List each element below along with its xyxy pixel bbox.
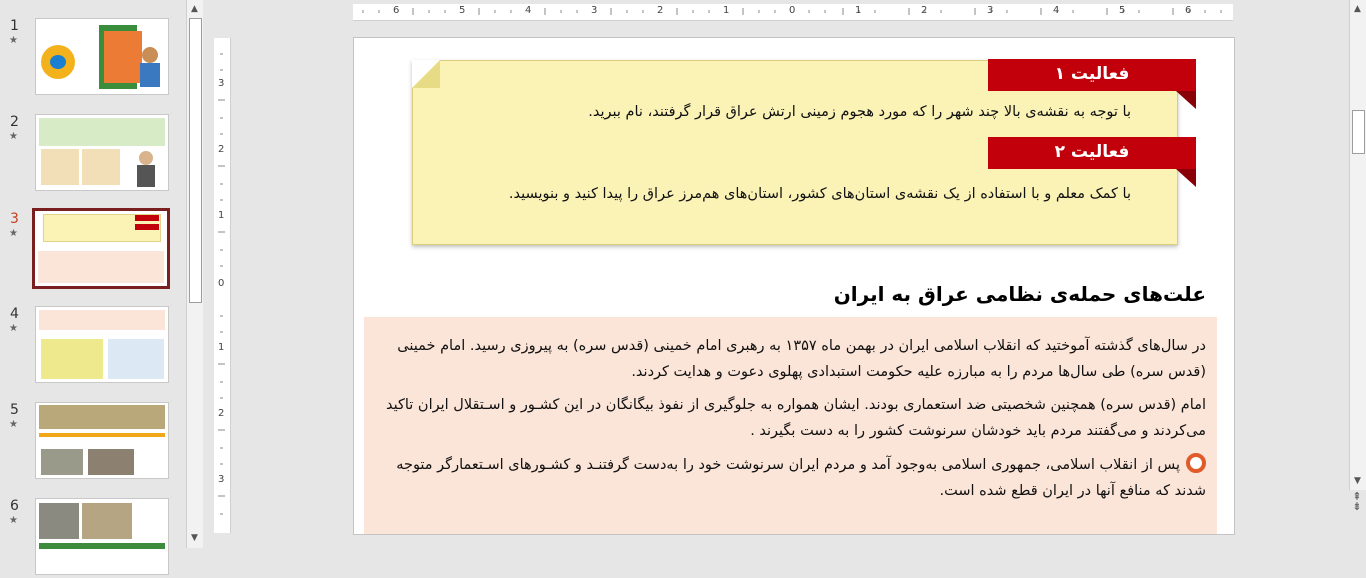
thumbnail-number: 1 (10, 18, 19, 34)
prev-next-slide-controls[interactable] (1349, 492, 1365, 512)
slide-scrollbar[interactable] (1349, 0, 1366, 490)
paragraph-1: در سال‌های گذشته آموختید که انقلاب اسلامی ایران در بهمن ماه ۱۳۵۷ به رهبری امام خمینی (قدس سره) به پیروزی رسید. امام خمینی (قدس سره) طی سال‌ها مردم را به مبارزه علیه حکومت استبدادی پهلوی دعوت و هدایت کردند. (397, 338, 1206, 380)
ribbon-tail (1176, 169, 1196, 187)
section-heading[interactable]: علت‌های حمله‌ی نظامی عراق به ایران (833, 282, 1206, 306)
ruler-label: 2 (218, 144, 225, 155)
horizontal-ruler[interactable] (353, 4, 1233, 21)
scroll-down-icon[interactable]: ▼ (1354, 476, 1361, 486)
thumbnail-number: 4 (10, 306, 19, 322)
ribbon-tail (1176, 91, 1196, 109)
thumbnail-image[interactable] (35, 114, 169, 191)
thumbnail-slide-1[interactable] (0, 18, 185, 98)
bullet-icon (1186, 453, 1206, 473)
thumbnail-slide-5[interactable] (0, 402, 185, 482)
scroll-down-icon[interactable]: ▼ (191, 533, 198, 543)
paragraph-3 (386, 453, 1206, 504)
ruler-label: 2 (921, 5, 928, 16)
thumbnail-number: 3 (10, 211, 19, 227)
ruler-label: 3 (218, 78, 225, 89)
thumbnail-slide-3[interactable] (0, 211, 185, 291)
animation-star-icon: ★ (9, 35, 18, 46)
paragraph-2: امام (قدس سره) همچنین شخصیتی ضد استعماری بودند. ایشان همواره به جلوگیری از نفوذ بیگانگان در این کشـور و اسـتقلال ایران تاکید می‌کردند و می‌گفتند مردم باید خودشان سرنوشت کشور را به دست بگیرند . (385, 397, 1206, 439)
ruler-label: 6 (1185, 5, 1192, 16)
ruler-label: 3 (591, 5, 598, 16)
ruler-label: 5 (1119, 5, 1126, 16)
activity-2-text[interactable]: با کمک معلم و با استفاده از یک نقشه‌ی استان‌های کشور، استان‌های هم‌مرز عراق را پیدا کنید و بنویسید. (508, 186, 1131, 202)
paragraph-3-text: پس از انقلاب اسلامی، جمهوری اسلامی به‌وجود آمد و مردم ایران سرنوشت خود را به‌دست گرفتنـد و کشـورهای اسـتعمارگر متوجه شدند که منافع آنها در ایران قطع شده است. (396, 457, 1206, 499)
ruler-label: 1 (855, 5, 862, 16)
scroll-thumb[interactable] (1352, 110, 1365, 154)
animation-star-icon: ★ (9, 131, 18, 142)
ruler-label: 4 (525, 5, 532, 16)
note-fold-shadow (412, 60, 440, 88)
ruler-label: 0 (789, 5, 796, 16)
ruler-label: 3 (987, 5, 994, 16)
ruler-label: 2 (657, 5, 664, 16)
thumbnail-number: 5 (10, 402, 19, 418)
previous-slide-icon[interactable]: ⇞ (1352, 490, 1362, 503)
activity-2-ribbon[interactable]: فعالیت ۲ (988, 137, 1196, 169)
animation-star-icon: ★ (9, 228, 18, 239)
ruler-label: 5 (459, 5, 466, 16)
slide-thumbnails-pane (0, 0, 185, 548)
ruler-label: 1 (723, 5, 730, 16)
animation-star-icon: ★ (9, 323, 18, 334)
thumbnail-number: 6 (10, 498, 19, 514)
thumbnail-image[interactable] (35, 498, 169, 575)
ruler-label: 4 (1053, 5, 1060, 16)
thumbnail-number: 2 (10, 114, 19, 130)
activity-1-ribbon[interactable]: فعالیت ۱ (988, 59, 1196, 91)
ruler-label: 0 (218, 278, 225, 289)
animation-star-icon: ★ (9, 419, 18, 430)
thumbnail-image[interactable] (35, 306, 169, 383)
ruler-label: 6 (393, 5, 400, 16)
thumbnail-image[interactable] (35, 18, 169, 95)
scroll-up-icon[interactable]: ▲ (1354, 4, 1361, 14)
animation-star-icon: ★ (9, 515, 18, 526)
ruler-label: 1 (218, 342, 225, 353)
slide-canvas[interactable] (353, 37, 1235, 535)
thumbnail-slide-2[interactable] (0, 114, 185, 194)
ruler-label: 1 (218, 210, 225, 221)
thumbnails-scrollbar[interactable] (186, 0, 203, 548)
ruler-label: 2 (218, 408, 225, 419)
thumbnail-slide-6[interactable] (0, 498, 185, 578)
thumbnail-image[interactable] (35, 402, 169, 479)
thumbnail-slide-4[interactable] (0, 306, 185, 386)
ruler-label: 3 (218, 474, 225, 485)
next-slide-icon[interactable]: ⇟ (1352, 500, 1362, 513)
scroll-up-icon[interactable]: ▲ (191, 4, 198, 14)
thumbnail-image[interactable] (32, 208, 170, 289)
scroll-thumb[interactable] (189, 18, 202, 303)
vertical-ruler[interactable] (214, 38, 231, 533)
activity-1-text[interactable]: با توجه به نقشه‌ی بالا چند شهر را که مورد هجوم زمینی ارتش عراق قرار گرفتند، نام ببرید. (588, 104, 1131, 120)
